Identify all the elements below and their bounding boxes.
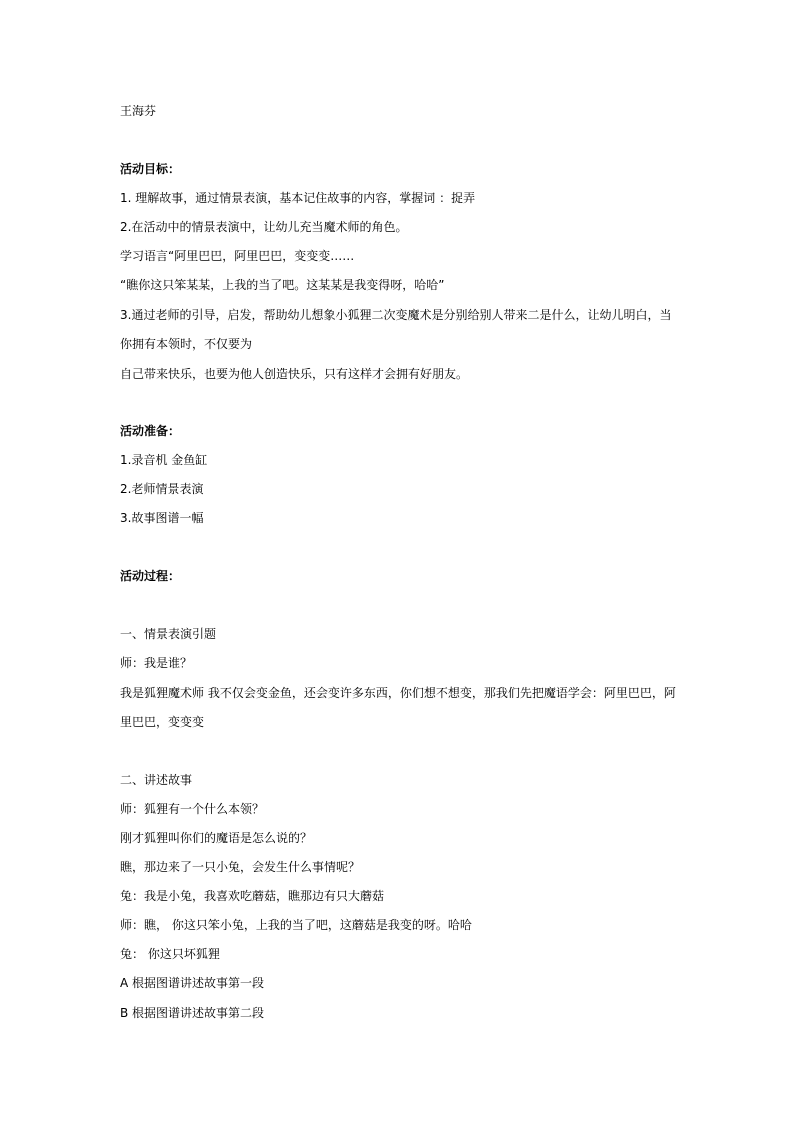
goals-heading: 活动目标：	[120, 162, 181, 176]
preparation-item-2: 2.老师情景表演	[120, 482, 204, 496]
process-part-2-line-3: 瞧，那边来了一只小兔，会发生什么事情呢？	[120, 860, 361, 874]
process-part-2-line-2: 刚才狐狸叫你们的魔语是怎么说的？	[120, 831, 313, 845]
goal-item-2: 2.在活动中的情景表演中，让幼儿充当魔术师的角色。	[120, 220, 408, 234]
process-part-1-question: 师：我是谁？	[120, 656, 193, 670]
goal-item-3-line-1: 3.通过老师的引导，启发，帮助幼儿想象小狐狸二次变魔术是分别给别人带来二是什么，让幼儿明白，当	[120, 308, 672, 322]
process-part-2-title: 二、讲述故事	[120, 773, 193, 787]
preparation-heading: 活动准备：	[120, 424, 181, 438]
goal-item-1: 1. 理解故事，通过情景表演，基本记住故事的内容，掌握词 ：捉弄	[120, 191, 476, 205]
process-part-2-line-5: 师：瞧， 你这只笨小兔，上我的当了吧，这蘑菇是我变的呀。哈哈	[120, 918, 472, 932]
process-part-2-line-8: B 根据图谱讲述故事第二段	[120, 1006, 265, 1020]
process-part-2-line-6: 兔： 你这只坏狐狸	[120, 947, 220, 961]
preparation-item-3: 3.故事图谱一幅	[120, 511, 204, 525]
process-part-2-line-4: 兔：我是小兔，我喜欢吃蘑菇，瞧那边有只大蘑菇	[120, 889, 385, 903]
author-name: 王海芬	[120, 104, 157, 118]
process-heading: 活动过程：	[120, 569, 181, 583]
process-part-2-line-7: A 根据图谱讲述故事第一段	[120, 976, 265, 990]
process-part-2-line-1: 师：狐狸有一个什么本领？	[120, 802, 265, 816]
process-part-1-title: 一、情景表演引题	[120, 627, 217, 641]
goal-item-3-line-3: 自己带来快乐，也要为他人创造快乐，只有这样才会拥有好朋友。	[120, 367, 469, 381]
goal-item-2-phrase-1: 学习语言“阿里巴巴，阿里巴巴，变变变……	[120, 249, 355, 263]
goal-item-2-phrase-2: “瞧你这只笨某某，上我的当了吧。这某某是我变得呀，哈哈”	[120, 278, 445, 292]
preparation-item-1: 1.录音机 金鱼缸	[120, 453, 208, 467]
process-part-1-text-line-1: 我是狐狸魔术师 我不仅会变金鱼，还会变许多东西，你们想不想变，那我们先把魔语学会：阿里巴巴，阿	[120, 686, 676, 700]
process-part-1-text-line-2: 里巴巴，变变变	[120, 715, 205, 729]
goal-item-3-line-2: 你拥有本领时，不仅要为	[120, 337, 253, 351]
